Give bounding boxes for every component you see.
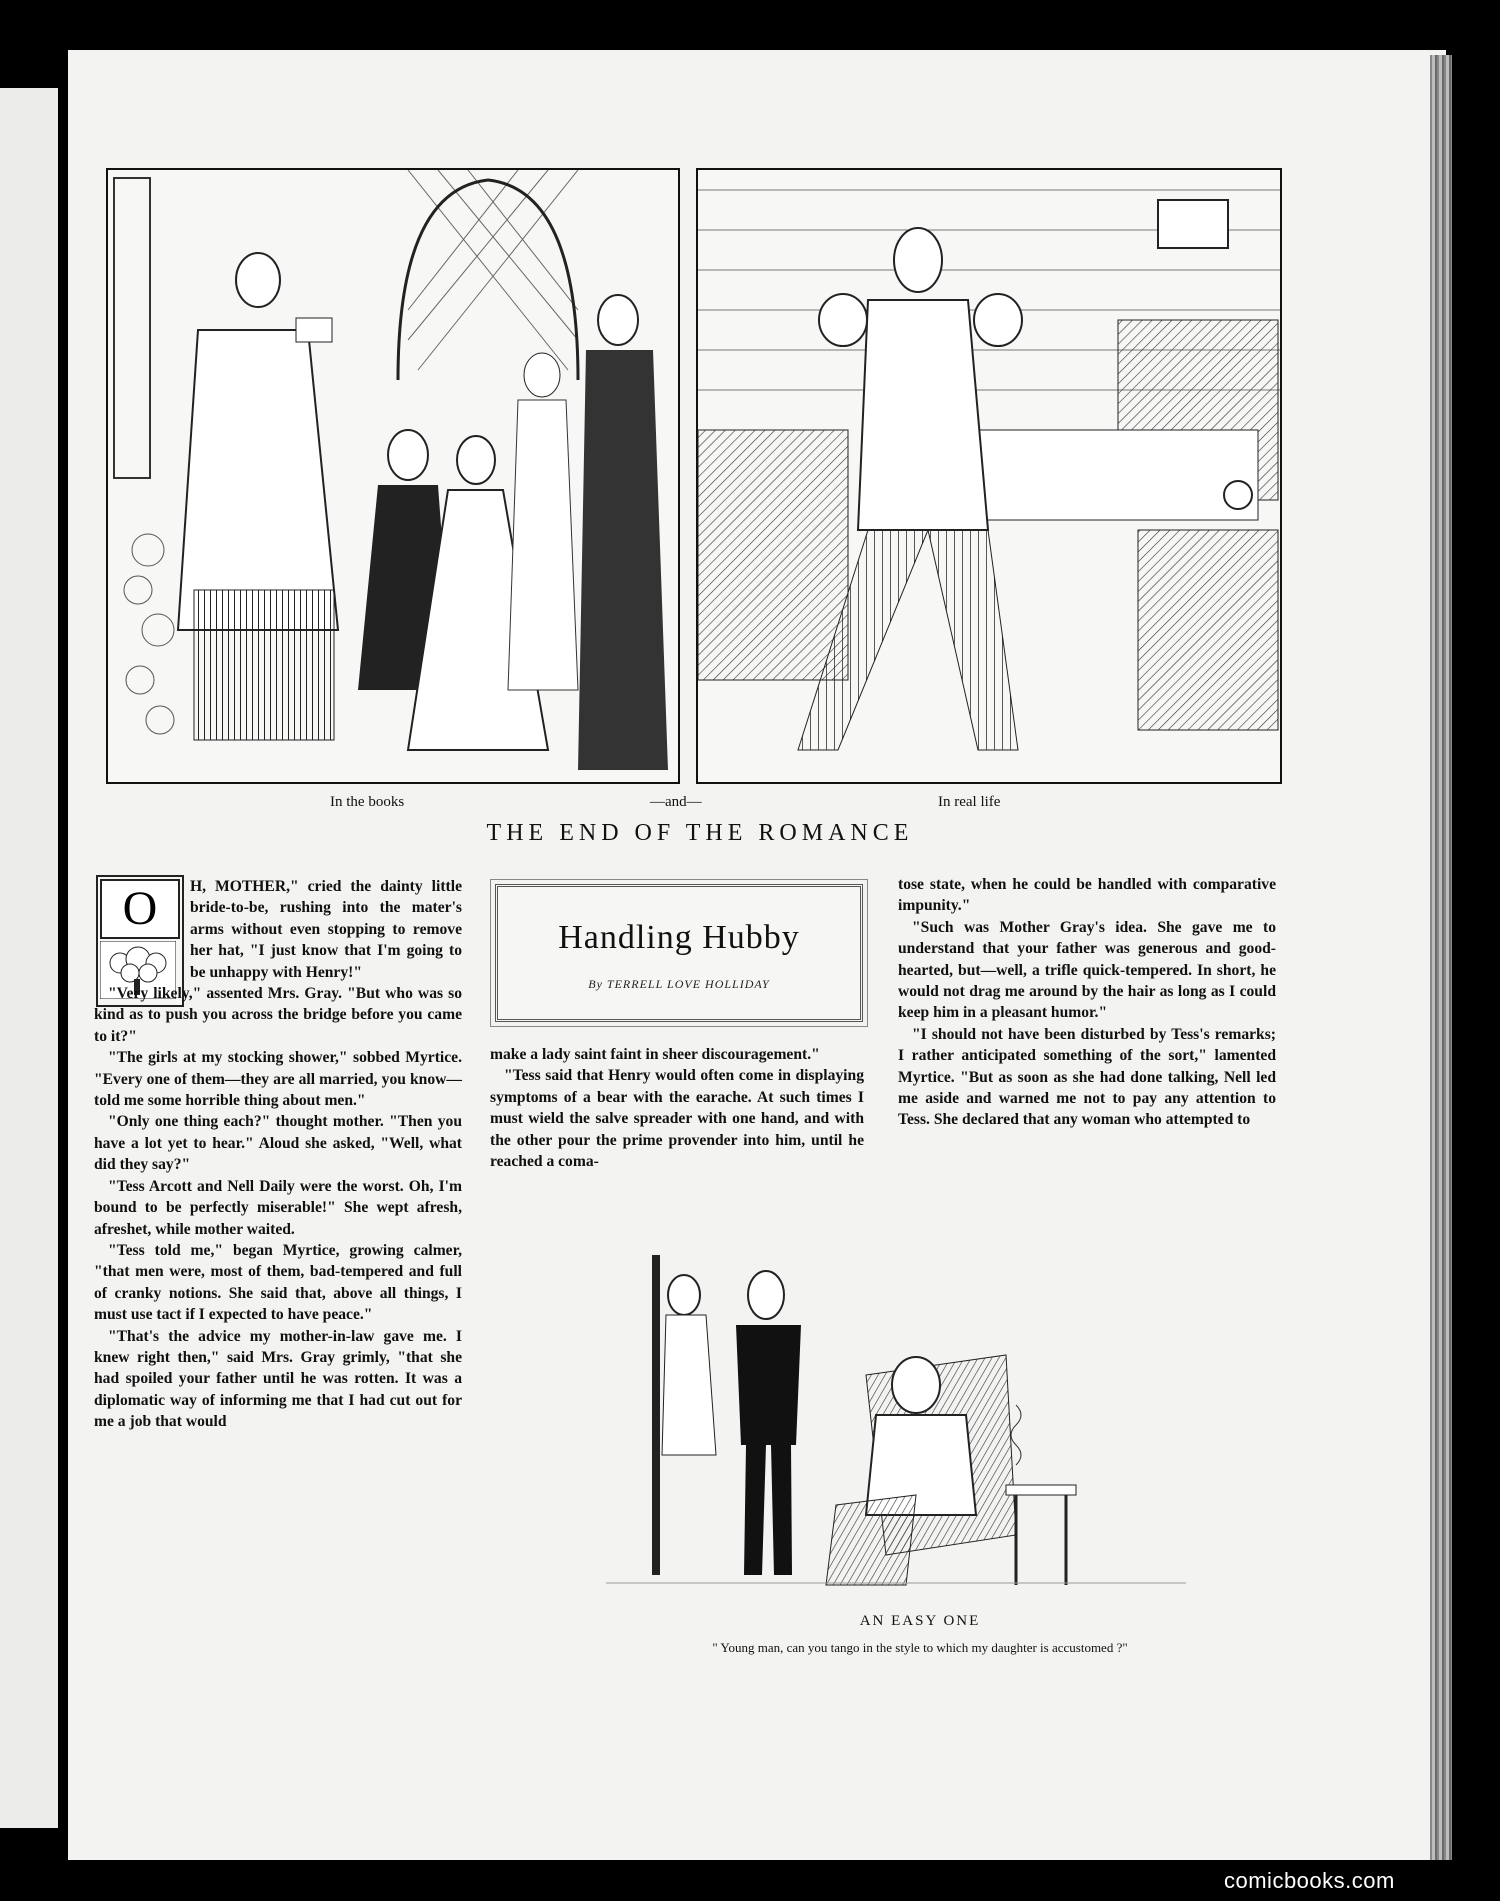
caption-and: —and— xyxy=(650,794,702,810)
cartoon-title: THE END OF THE ROMANCE xyxy=(486,820,914,846)
facing-page-edge xyxy=(0,88,58,1828)
bottom-cartoon-title: AN EASY ONE xyxy=(859,1613,981,1629)
caption-in-real-life: In real life xyxy=(938,794,1001,810)
illustration-in-real-life xyxy=(696,168,1282,784)
paragraph: make a lady saint faint in sheer discouragement." xyxy=(490,1046,820,1063)
bottom-cartoon-quote: " Young man, can you tango in the style to which my daughter is accustomed ?" xyxy=(712,1640,1128,1655)
article-column-1 xyxy=(94,876,462,1433)
illustration-in-the-books xyxy=(106,168,680,784)
paragraph: "Such was Mother Gray's idea. She gave me to understand that your father was generous and good-hearted, but—well, a trifle quick-tempered. In short, he would not drag me around by the hair as long as I could keep him in a pleasant humor." xyxy=(898,918,1276,1022)
caption-in-the-books: In the books xyxy=(330,794,405,810)
paragraph: H, MOTHER," cried the dainty little bride-to-be, rushing into the mater's arms without even stopping to remove her hat, "I just know that I'm going to be unhappy with Henry!" xyxy=(190,878,462,981)
page-stack-edge xyxy=(1430,55,1452,1860)
watermark: comicbooks.com xyxy=(1224,1868,1395,1893)
illustration-an-easy-one xyxy=(566,1255,1226,1605)
article-column-3 xyxy=(898,874,1276,1131)
paragraph: "That's the advice my mother-in-law gave me. I knew right then," said Mrs. Gray grimly, "that she had spoiled your father until he was rotten. It was a diplomatic way of informing me that I had cut out for me a job that would xyxy=(94,1327,462,1431)
article-title-box xyxy=(495,884,863,1022)
article-title: Handling Hubby xyxy=(558,919,800,956)
paragraph: "The girls at my stocking shower," sobbed Myrtice. "Every one of them—they are all married, you know—told me some horrible thing about men." xyxy=(94,1049,462,1110)
paragraph: "Very likely," assented Mrs. Gray. "But who was so kind as to push you across the bridge before you came to it?" xyxy=(94,985,462,1045)
dropcap-letter: O xyxy=(100,879,180,939)
article-byline: By TERRELL LOVE HOLLIDAY xyxy=(588,977,770,991)
paragraph: "Only one thing each?" thought mother. "Then you have a lot yet to hear." Aloud she asked, "Well, what did they say?" xyxy=(94,1113,462,1174)
paragraph: "Tess told me," began Myrtice, growing calmer, "that men were, most of them, bad-tempered and full of cranky notions. She said that, above all things, I must use tact if I expected to have peace." xyxy=(94,1241,462,1324)
paragraph: "Tess Arcott and Nell Daily were the worst. Oh, I'm bound to be perfectly miserable!" She wept afresh, afreshet, while mother waited. xyxy=(94,1177,462,1238)
paragraph: "I should not have been disturbed by Tess's remarks; I rather anticipated something of the sort," lamented Myrtice. "But as soon as she had done talking, Nell led me aside and warned me not to pay any attention to Tess. She declared that any woman who attempted to xyxy=(898,1025,1276,1129)
paragraph: tose state, when he could be handled with comparative impunity." xyxy=(898,876,1276,915)
paragraph: "Tess said that Henry would often come in displaying symptoms of a bear with the earache. At such times I must wield the salve spreader with one hand, and with the other pour the prime provender into him, until he reached a coma- xyxy=(490,1067,864,1171)
article-column-2 xyxy=(490,1044,864,1172)
